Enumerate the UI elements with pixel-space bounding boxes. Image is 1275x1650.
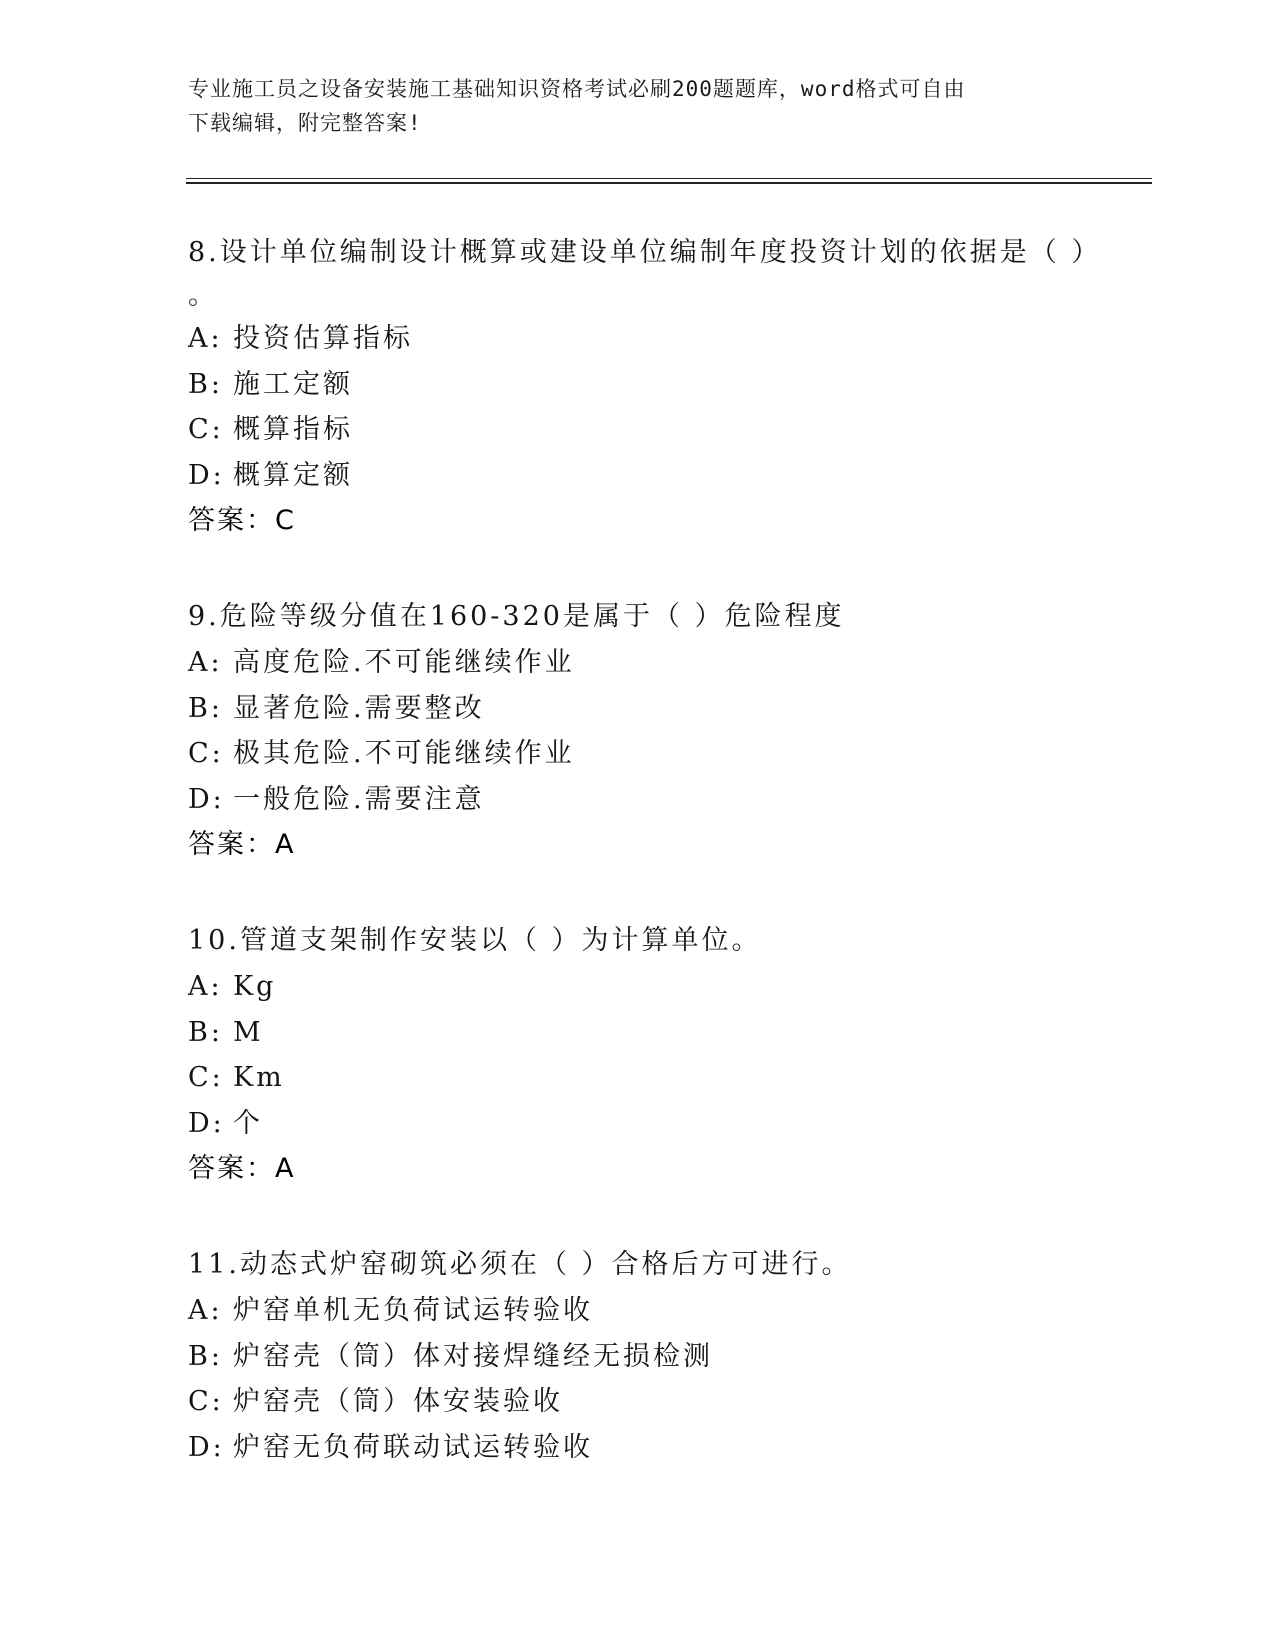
header-divider-bottom (186, 182, 1152, 184)
answer: 答案：C (188, 505, 296, 536)
option-text: 个 (233, 1107, 263, 1139)
question-stem: 9.危险等级分值在160-320是属于（ ）危险程度 (188, 601, 845, 632)
option-text: M (233, 1016, 264, 1048)
option-text: 概算定额 (233, 459, 353, 491)
option-a (188, 316, 1088, 362)
option-key: B: (188, 368, 223, 400)
option-text: 施工定额 (233, 368, 353, 400)
option-text: 炉窑壳（筒）体安装验收 (233, 1386, 563, 1417)
answer: 答案：A (188, 1153, 296, 1184)
question-9 (188, 594, 1088, 868)
option-c (188, 407, 1088, 453)
question-stem-continuation: 。 (188, 280, 215, 311)
question-stem: 8.设计单位编制设计概算或建设单位编制年度投资计划的依据是（ ） (188, 237, 1102, 268)
option-key: C: (188, 1386, 224, 1417)
option-a (188, 964, 1088, 1010)
option-key: A: (188, 971, 223, 1002)
document-header (188, 72, 1068, 140)
option-key: C: (188, 738, 224, 769)
option-b (188, 1010, 1088, 1056)
answer: 答案：A (188, 829, 296, 860)
option-text: Kg (233, 971, 277, 1002)
option-key: A: (188, 323, 223, 354)
option-text: 炉窑无负荷联动试运转验收 (233, 1431, 593, 1463)
option-text: 一般危险.需要注意 (233, 783, 485, 815)
option-key: B: (188, 692, 223, 724)
option-key: B: (188, 1016, 223, 1048)
option-text: 极其危险.不可能继续作业 (233, 738, 575, 769)
option-key: A: (188, 647, 223, 678)
option-c (188, 731, 1088, 777)
question-stem: 10.管道支架制作安装以（ ）为计算单位。 (188, 925, 762, 956)
option-c (188, 1379, 1088, 1425)
header-line-1: 专业施工员之设备安装施工基础知识资格考试必刷200题题库，word格式可自由 (188, 77, 966, 101)
option-text: 炉窑单机无负荷试运转验收 (233, 1295, 593, 1326)
option-text: 概算指标 (233, 414, 353, 445)
option-a (188, 640, 1088, 686)
header-line-2: 下载编辑，附完整答案! (188, 111, 422, 135)
option-b (188, 1334, 1088, 1380)
option-d (188, 1101, 1088, 1147)
option-b (188, 686, 1088, 732)
question-8 (188, 230, 1102, 544)
question-11 (188, 1242, 1088, 1470)
option-d (188, 453, 1088, 499)
option-text: 投资估算指标 (233, 323, 413, 354)
option-d (188, 777, 1088, 823)
option-text: 高度危险.不可能继续作业 (233, 647, 575, 678)
option-c (188, 1055, 1088, 1101)
question-list (188, 230, 1102, 1520)
header-divider-top (186, 178, 1152, 179)
option-key: B: (188, 1340, 223, 1372)
option-a (188, 1288, 1088, 1334)
option-key: C: (188, 1062, 224, 1093)
option-key: C: (188, 414, 224, 445)
option-key: D: (188, 1107, 225, 1139)
question-10 (188, 918, 1088, 1192)
option-key: A: (188, 1295, 223, 1326)
option-text: Km (233, 1062, 285, 1093)
option-b (188, 362, 1088, 408)
option-d (188, 1425, 1088, 1471)
option-key: D: (188, 1431, 225, 1463)
option-text: 显著危险.需要整改 (233, 692, 485, 724)
question-stem: 11.动态式炉窑砌筑必须在（ ）合格后方可进行。 (188, 1249, 852, 1280)
option-text: 炉窑壳（筒）体对接焊缝经无损检测 (233, 1340, 713, 1372)
option-key: D: (188, 459, 225, 491)
option-key: D: (188, 783, 225, 815)
